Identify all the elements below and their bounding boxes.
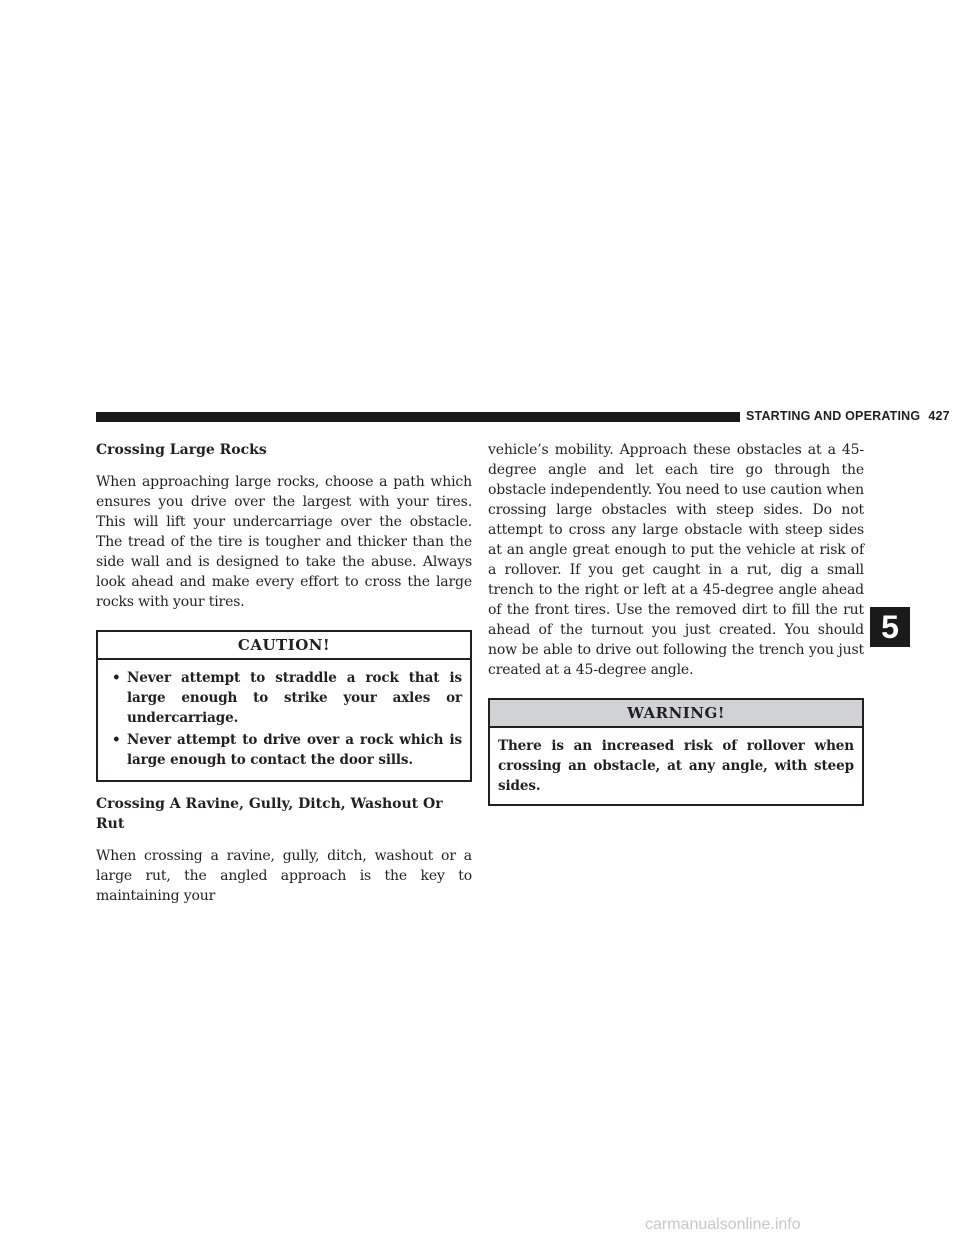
- heading-crossing-ravine: Crossing A Ravine, Gully, Ditch, Washout Or Rut: [96, 796, 443, 832]
- header-rule: [96, 412, 740, 422]
- page-number: 427: [928, 409, 950, 423]
- warning-text: There is an increased risk of rollover when crossing an obstacle, at any angle, with steep sides.: [498, 738, 854, 794]
- caution-item: • Never attempt to drive over a rock which is large enough to contact the door sills.: [112, 732, 462, 768]
- bullet-icon: •: [112, 732, 121, 748]
- bullet-icon: •: [112, 670, 121, 686]
- chapter-tab: 5: [870, 607, 910, 647]
- caution-body: [98, 660, 470, 780]
- warning-title: WARNING!: [490, 700, 862, 728]
- watermark-text: carmanualsonline.info: [645, 1216, 801, 1233]
- caution-box: [96, 630, 472, 782]
- left-column: [96, 440, 472, 906]
- section-title: STARTING AND OPERATING: [746, 409, 921, 423]
- warning-box: [488, 698, 864, 806]
- caution-item: • Never attempt to straddle a rock that is large enough to strike your axles or undercarriage.: [112, 670, 462, 726]
- right-column: [488, 440, 864, 806]
- heading-crossing-large-rocks: Crossing Large Rocks: [96, 442, 267, 458]
- paragraph-ravine: When crossing a ravine, gully, ditch, washout or a large rut, the angled approach is the key to maintaining your: [96, 848, 472, 904]
- paragraph-ravine-continued: vehicle’s mobility. Approach these obstacles at a 45-degree angle and let each tire go through the obstacle independently. You need to use caution when crossing large obstacles with steep sides. Do not attempt to cross any large obstacle with steep sides at an angle great enough to put the vehicle at risk of a rollover. If you get caught in a rut, dig a small trench to the right or left at a 45-degree angle ahead of the front tires. Use the removed dirt to fill the rut ahead of the turnout you just created. You should now be able to drive out following the trench you just created at a 45-degree angle.: [488, 442, 864, 678]
- warning-body: [490, 728, 862, 804]
- caution-title: CAUTION!: [98, 632, 470, 660]
- caution-list: [106, 668, 462, 770]
- paragraph-large-rocks: When approaching large rocks, choose a path which ensures you drive over the largest with your tires. This will lift your undercarriage over the obstacle. The tread of the tire is tougher and thicker than the side wall and is designed to take the abuse. Always look ahead and make every effort to cross the large rocks with your tires.: [96, 474, 472, 610]
- running-header: [746, 409, 950, 423]
